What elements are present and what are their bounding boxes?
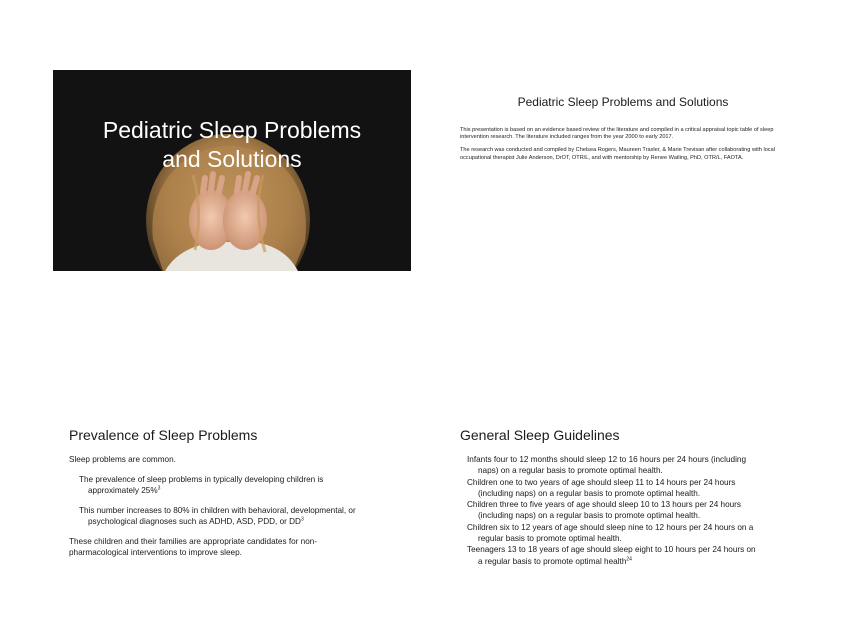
credits-paragraph: The research was conducted and compiled by Chelsea Rogers, Maureen Traxler, & Marie Trevisan after collaborating with local occupational therapist Julie Anderson, DrOT, OTR/L, and with mentorship by Renee Watling, PhD, OTR/L, FAOTA. xyxy=(460,147,775,161)
prevalence-typical-line-1: The prevalence of sleep problems in typically developing children is xyxy=(79,474,324,484)
prevalence-diagnoses-line-1: This number increases to 80% in children with behavioral, developmental, or xyxy=(79,505,356,515)
intro-paragraph: This presentation is based on an evidence based review of the literature and compiled in a critical appraisal topic table of sleep intervention research. The literature included ranges from the year 2000 to early 2017. xyxy=(460,127,774,141)
prevalence-intro: Sleep problems are common. xyxy=(69,455,176,464)
slide-2-title: Pediatric Sleep Problems and Solutions xyxy=(517,95,729,109)
guideline-line-2: (including naps) on a regular basis to promote optimal health. xyxy=(478,511,701,521)
slide-4 xyxy=(460,427,790,567)
guideline-line-1: Teenagers 13 to 18 years of age should sleep eight to 10 hours per 24 hours on xyxy=(467,545,756,555)
guideline-line-1: Children six to 12 years of age should sleep nine to 12 hours per 24 hours on a xyxy=(467,522,754,532)
slide-1-title xyxy=(53,116,411,174)
candidates-line-1: These children and their families are appropriate candidates for non- xyxy=(69,536,318,546)
prevalence-diagnoses xyxy=(69,505,399,528)
citation-ref: 3 xyxy=(300,516,304,523)
slide-3 xyxy=(69,427,399,567)
candidates-line-2: pharmacological interventions to improve sleep. xyxy=(69,548,242,557)
guideline-item xyxy=(460,477,790,500)
guideline-line-2: a regular basis to promote optimal health xyxy=(478,556,627,566)
guideline-line-1: Children three to five years of age should sleep 10 to 13 hours per 24 hours xyxy=(467,500,741,510)
guideline-line-2: naps) on a regular basis to promote optimal health. xyxy=(478,466,663,476)
candidates-paragraph xyxy=(69,536,399,559)
slide-3-title: Prevalence of Sleep Problems xyxy=(69,427,258,443)
slide-4-title: General Sleep Guidelines xyxy=(460,427,620,443)
guideline-line-2: regular basis to promote optimal health. xyxy=(478,534,622,544)
guideline-line-1: Children one to two years of age should sleep 11 to 14 hours per 24 hours xyxy=(467,477,736,487)
guideline-item xyxy=(460,522,790,545)
title-line-1: Pediatric Sleep Problems xyxy=(102,117,362,143)
slide-1 xyxy=(53,70,411,271)
title-line-2: and Solutions xyxy=(162,146,302,172)
prevalence-typical-line-2: approximately 25% xyxy=(88,486,158,495)
guideline-line-1: Infants four to 12 months should sleep 12 to 16 hours per 24 hours (including xyxy=(467,455,747,464)
guideline-item xyxy=(460,454,790,477)
guideline-line-2: (including naps) on a regular basis to promote optimal health. xyxy=(478,488,701,498)
prevalence-diagnoses-line-2: psychological diagnoses such as ADHD, ASD, PDD, or DD xyxy=(88,517,301,526)
guideline-item xyxy=(460,499,790,522)
prevalence-typical xyxy=(69,474,399,497)
citation-ref: 24 xyxy=(626,555,632,562)
slide-2 xyxy=(458,95,788,168)
citation-ref: 3 xyxy=(157,485,161,492)
guideline-item xyxy=(460,544,790,567)
